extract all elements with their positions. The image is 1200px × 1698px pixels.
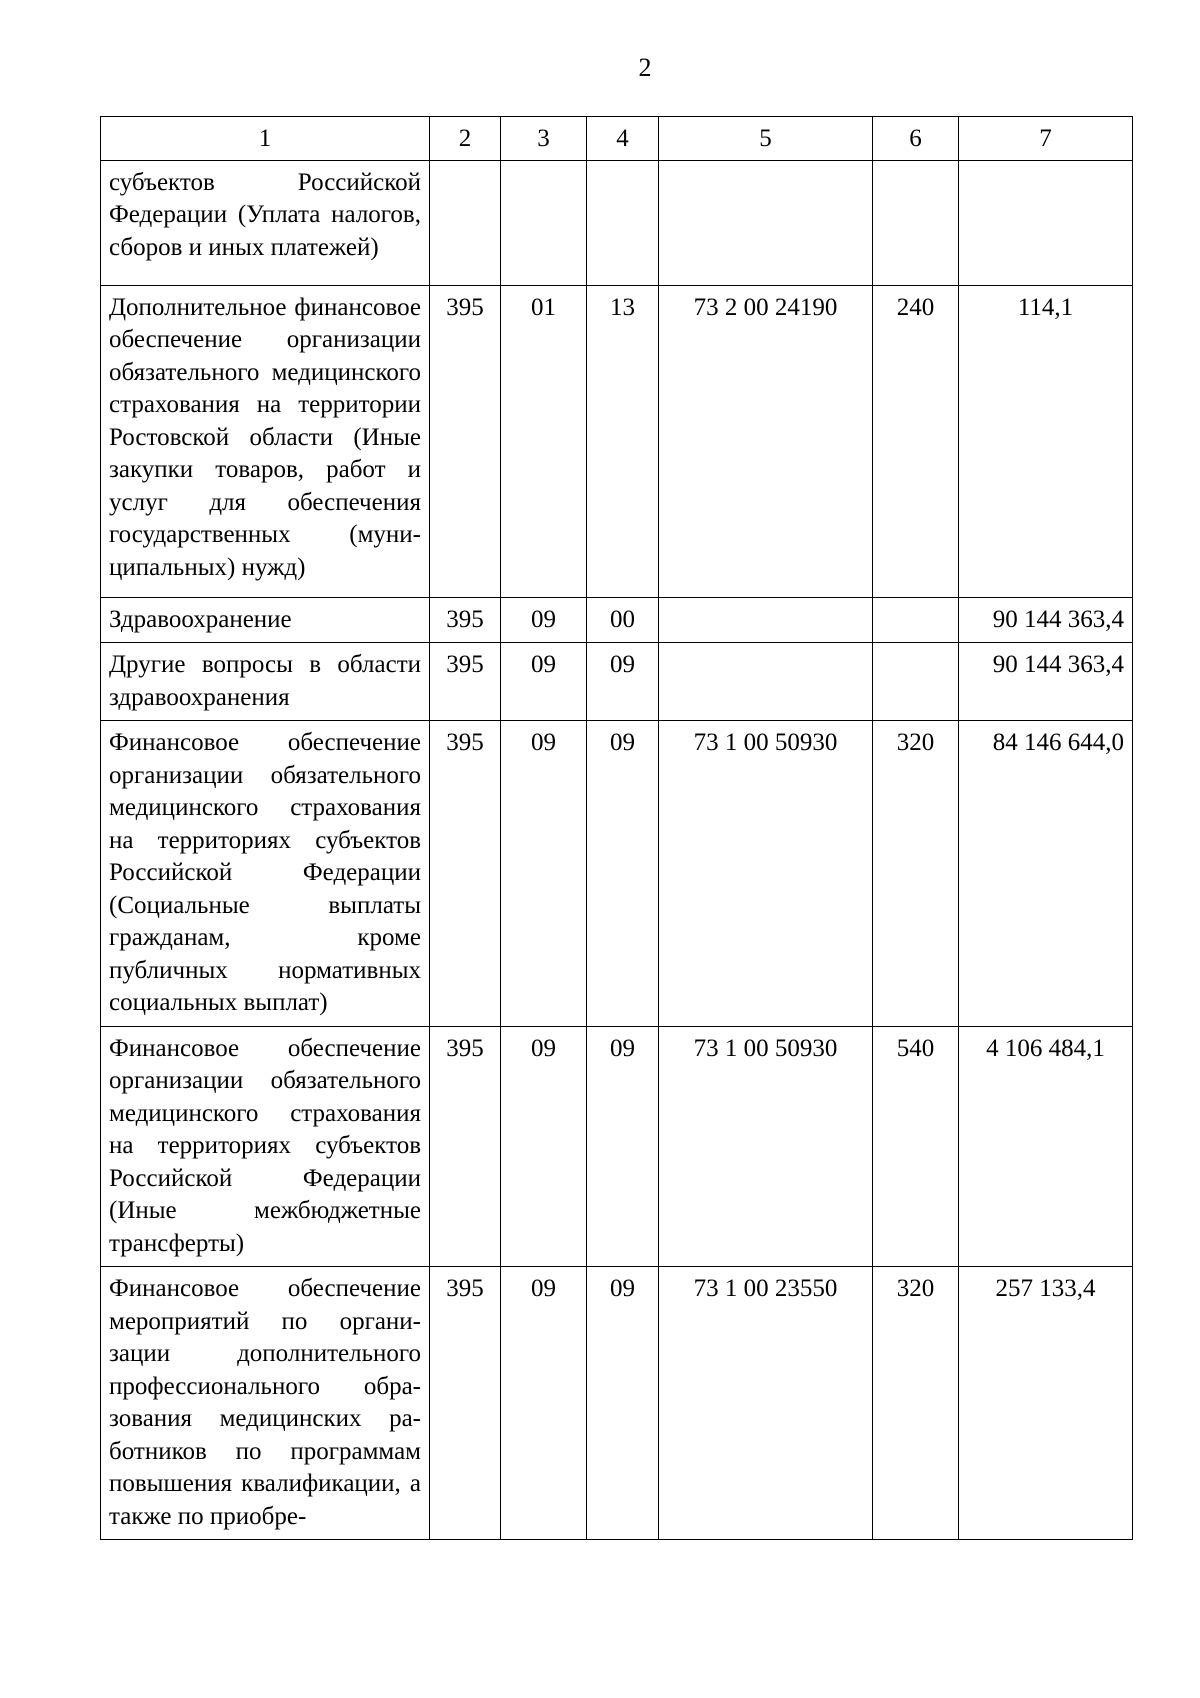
row-name: Другие вопросы в области здравоохранения [101, 643, 430, 721]
table-row [101, 1026, 1133, 1267]
amount: 257 133,4 [959, 1267, 1133, 1540]
amount [959, 160, 1133, 285]
subsection-code: 13 [587, 285, 659, 597]
expense-type-code [873, 597, 959, 643]
target-article-code [659, 160, 873, 285]
subsection-code: 09 [587, 643, 659, 721]
subsection-code: 09 [587, 1267, 659, 1540]
admin-code: 395 [430, 1026, 501, 1267]
row-name: Дополнительное финансовое обеспечение организации обязательного медицинского страхования на территории Ростовской области (Иные закупки товаров, работ и услуг для обеспечения государственных (муниципальных) нужд) [101, 285, 430, 597]
amount: 114,1 [959, 285, 1133, 597]
header-cell-6: 6 [873, 117, 959, 161]
expense-type-code [873, 160, 959, 285]
section-code: 01 [501, 285, 587, 597]
expense-type-code [873, 643, 959, 721]
target-article-code: 73 1 00 23550 [659, 1267, 873, 1540]
section-code: 09 [501, 1026, 587, 1267]
table-row [101, 597, 1133, 643]
row-name: Финансовое обеспечение организации обязательного медицинского страхования на территориях субъектов Российской Федерации (Социальные выплаты гражданам, кроме публичных нормативных социальных выплат) [101, 721, 430, 1027]
header-cell-7: 7 [959, 117, 1133, 161]
section-code [501, 160, 587, 285]
header-cell-3: 3 [501, 117, 587, 161]
header-cell-5: 5 [659, 117, 873, 161]
header-cell-4: 4 [587, 117, 659, 161]
section-code: 09 [501, 721, 587, 1027]
section-code: 09 [501, 643, 587, 721]
subsection-code: 09 [587, 1026, 659, 1267]
subsection-code [587, 160, 659, 285]
row-name: Финансовое обеспечение организации обязательного медицинского страхования на территориях субъектов Российской Федерации (Иные межбюджетные трансферты) [101, 1026, 430, 1267]
subsection-code: 00 [587, 597, 659, 643]
admin-code: 395 [430, 285, 501, 597]
admin-code: 395 [430, 597, 501, 643]
header-cell-1: 1 [101, 117, 430, 161]
table-header-row [101, 117, 1133, 161]
table-row [101, 285, 1133, 597]
expense-type-code: 320 [873, 1267, 959, 1540]
expense-type-code: 240 [873, 285, 959, 597]
target-article-code [659, 597, 873, 643]
target-article-code: 73 1 00 50930 [659, 721, 873, 1027]
budget-table [100, 116, 1133, 1540]
admin-code [430, 160, 501, 285]
admin-code: 395 [430, 721, 501, 1027]
page-number: 2 [638, 53, 652, 82]
target-article-code: 73 1 00 50930 [659, 1026, 873, 1267]
section-code: 09 [501, 1267, 587, 1540]
row-name: Финансовое обеспечение мероприятий по организации дополнительного профессионального образования медицинских работников по программам повышения квалификации, а также по приобре- [101, 1267, 430, 1540]
target-article-code: 73 2 00 24190 [659, 285, 873, 597]
amount: 90 144 363,4 [959, 597, 1133, 643]
target-article-code [659, 643, 873, 721]
table-row [101, 643, 1133, 721]
subsection-code: 09 [587, 721, 659, 1027]
table-row [101, 721, 1133, 1027]
row-name: Здравоохранение [101, 597, 430, 643]
amount: 90 144 363,4 [959, 643, 1133, 721]
admin-code: 395 [430, 1267, 501, 1540]
table-row [101, 160, 1133, 285]
expense-type-code: 320 [873, 721, 959, 1027]
table-row [101, 1267, 1133, 1540]
admin-code: 395 [430, 643, 501, 721]
header-cell-2: 2 [430, 117, 501, 161]
amount: 4 106 484,1 [959, 1026, 1133, 1267]
section-code: 09 [501, 597, 587, 643]
row-name: субъектов Российской Федерации (Уплата налогов, сборов и иных платежей) [101, 160, 430, 285]
expense-type-code: 540 [873, 1026, 959, 1267]
amount: 84 146 644,0 [959, 721, 1133, 1027]
